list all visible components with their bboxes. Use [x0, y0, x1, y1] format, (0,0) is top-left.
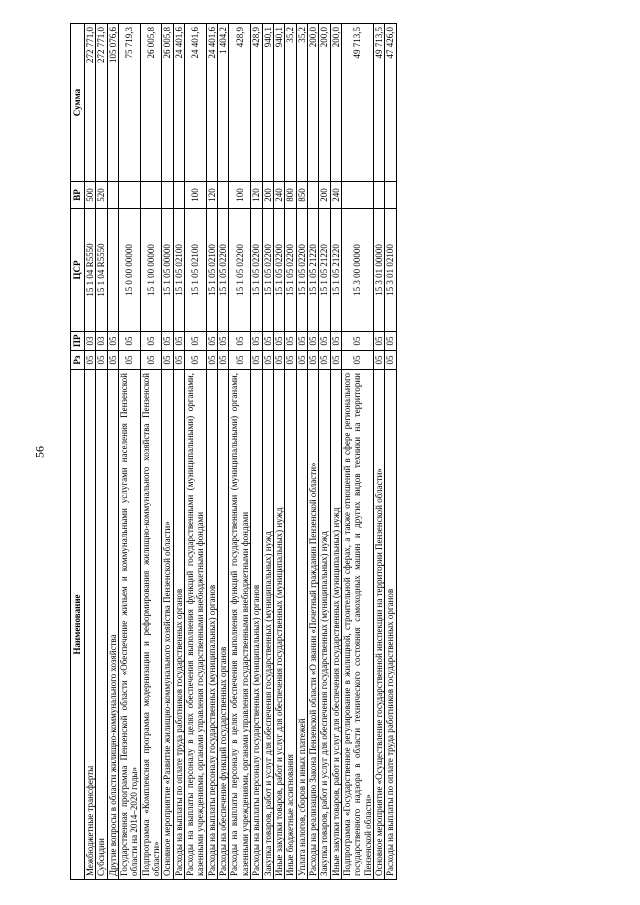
cell-vr — [173, 182, 184, 209]
cell-rz: 05 — [296, 351, 307, 370]
cell-vr: 100 — [229, 182, 251, 209]
cell-name: Субсидии — [96, 370, 107, 880]
cell-rz: 05 — [330, 351, 341, 370]
table-row — [185, 24, 207, 880]
table-row — [341, 24, 373, 880]
table-row — [373, 24, 384, 880]
table-row — [285, 24, 296, 880]
cell-name: Иные бюджетные ассигнования — [285, 370, 296, 880]
cell-csr: 15 1 05 02200 — [218, 209, 229, 332]
cell-vr — [341, 182, 373, 209]
cell-csr: 15 1 05 02200 — [251, 209, 262, 332]
table-row — [319, 24, 330, 880]
cell-sum: 75 719,3 — [119, 24, 141, 182]
cell-sum: 35,2 — [296, 24, 307, 182]
cell-sum: 26 005,8 — [140, 24, 162, 182]
cell-name: Государственная программа Пензенской области «Обеспечение жильем и коммунальными услугами населения Пензенской области на 2014–2020 годы» — [119, 370, 141, 880]
cell-csr: 15 1 05 21220 — [330, 209, 341, 332]
cell-name: Расходы на реализацию Закона Пензенской области «О звании «Почетный гражданин Пензенской области» — [307, 370, 318, 880]
cell-vr: 850 — [296, 182, 307, 209]
cell-name: Межбюджетные трансферты — [85, 370, 96, 880]
cell-pr: 05 — [262, 332, 273, 351]
cell-sum: 272 771,0 — [96, 24, 107, 182]
cell-pr: 05 — [285, 332, 296, 351]
table-body — [85, 24, 397, 880]
cell-pr: 05 — [307, 332, 318, 351]
cell-name: Иные закупки товаров, работ и услуг для обеспечения государственных (муниципальных) нужд — [273, 370, 284, 880]
table-row — [273, 24, 284, 880]
table-header-row — [71, 24, 85, 880]
table-row — [296, 24, 307, 880]
cell-name: Уплата налогов, сборов и иных платежей — [296, 370, 307, 880]
cell-name: Другие вопросы в области жилищно-коммунального хозяйства — [107, 370, 118, 880]
cell-csr: 15 1 05 02200 — [229, 209, 251, 332]
header-rz: Рз — [71, 351, 85, 370]
cell-pr: 05 — [273, 332, 284, 351]
cell-pr: 05 — [330, 332, 341, 351]
cell-name: Расходы на выплаты по оплате труда работников государственных органов — [173, 370, 184, 880]
cell-name: Подпрограмма «Государственное регулирование в жилищной, строительной сферах, а также отношений в сфере регионального государственного надзора в области технического состояния самоходных машин и других видов техники на территории Пензенской области» — [341, 370, 373, 880]
cell-pr: 05 — [218, 332, 229, 351]
cell-csr: 15 3 00 00000 — [341, 209, 373, 332]
table-row — [96, 24, 107, 880]
cell-vr: 240 — [273, 182, 284, 209]
cell-sum: 24 401,6 — [173, 24, 184, 182]
cell-pr: 05 — [319, 332, 330, 351]
cell-rz: 05 — [373, 351, 384, 370]
cell-sum: 49 713,5 — [373, 24, 384, 182]
cell-rz: 05 — [206, 351, 217, 370]
cell-sum: 272 771,0 — [85, 24, 96, 182]
cell-vr: 100 — [185, 182, 207, 209]
cell-vr: 800 — [285, 182, 296, 209]
cell-name: Основное мероприятие «Осуществление государственной инспекции на территории Пензенской области» — [373, 370, 384, 880]
cell-vr: 200 — [319, 182, 330, 209]
cell-csr — [107, 209, 118, 332]
cell-rz: 05 — [140, 351, 162, 370]
cell-csr: 15 1 05 02100 — [206, 209, 217, 332]
table-row — [229, 24, 251, 880]
cell-csr: 15 1 05 21220 — [307, 209, 318, 332]
table-row — [330, 24, 341, 880]
cell-csr: 15 0 00 00000 — [119, 209, 141, 332]
table-row — [107, 24, 118, 880]
cell-csr: 15 3 01 00000 — [373, 209, 384, 332]
cell-vr: 240 — [330, 182, 341, 209]
cell-vr: 500 — [85, 182, 96, 209]
cell-pr: 05 — [373, 332, 384, 351]
cell-sum: 428,9 — [251, 24, 262, 182]
cell-name: Закупка товаров, работ и услуг для обеспечения государственных (муниципальных) нужд — [319, 370, 330, 880]
cell-pr: 05 — [341, 332, 373, 351]
table-row — [119, 24, 141, 880]
cell-name: Подпрограмма «Комплексная программа модернизации и реформирования жилищно-коммунального хозяйства Пензенской области» — [140, 370, 162, 880]
table-row — [206, 24, 217, 880]
cell-csr: 15 1 05 02100 — [173, 209, 184, 332]
cell-vr: 120 — [206, 182, 217, 209]
cell-rz: 05 — [119, 351, 141, 370]
cell-vr — [307, 182, 318, 209]
cell-name: Расходы на выплаты по оплате труда работников государственных органов — [385, 370, 396, 880]
cell-vr: 120 — [251, 182, 262, 209]
cell-csr: 15 1 00 00000 — [140, 209, 162, 332]
cell-vr — [119, 182, 141, 209]
cell-sum: 200,0 — [319, 24, 330, 182]
cell-pr: 03 — [96, 332, 107, 351]
table-row — [218, 24, 229, 880]
cell-rz: 05 — [229, 351, 251, 370]
cell-rz: 05 — [385, 351, 396, 370]
cell-rz: 05 — [273, 351, 284, 370]
cell-name: Расходы на выплаты персоналу в целях обеспечения выполнения функций государственными (муниципальными) органами, казенными учреждениями, органами управления государственными внебюджетными фондами — [185, 370, 207, 880]
cell-rz: 05 — [173, 351, 184, 370]
header-sum: Сумма — [71, 24, 85, 182]
cell-rz: 05 — [218, 351, 229, 370]
cell-pr: 05 — [251, 332, 262, 351]
cell-vr — [107, 182, 118, 209]
cell-name: Расходы на выплаты персоналу государственных (муниципальных) органов — [251, 370, 262, 880]
cell-sum: 1 404,2 — [218, 24, 229, 182]
cell-sum: 200,0 — [330, 24, 341, 182]
cell-vr — [218, 182, 229, 209]
cell-pr: 05 — [296, 332, 307, 351]
cell-rz: 05 — [85, 351, 96, 370]
cell-sum: 940,1 — [262, 24, 273, 182]
cell-sum: 26 005,8 — [162, 24, 173, 182]
table-row — [162, 24, 173, 880]
cell-name: Расходы на выплаты персоналу в целях обеспечения выполнения функций государственными (муниципальными) органами, казенными учреждениями, органами управления государственными внебюджетными фондами — [229, 370, 251, 880]
cell-name: Основное мероприятие «Развитие жилищно-коммунального хозяйства Пензенской области» — [162, 370, 173, 880]
cell-vr — [162, 182, 173, 209]
cell-vr — [373, 182, 384, 209]
cell-vr — [140, 182, 162, 209]
header-pr: ПР — [71, 332, 85, 351]
cell-csr: 15 1 05 00000 — [162, 209, 173, 332]
cell-pr: 05 — [206, 332, 217, 351]
cell-rz: 05 — [307, 351, 318, 370]
cell-pr: 05 — [173, 332, 184, 351]
cell-vr: 520 — [96, 182, 107, 209]
cell-pr: 05 — [229, 332, 251, 351]
cell-rz: 05 — [162, 351, 173, 370]
cell-rz: 05 — [319, 351, 330, 370]
cell-rz: 05 — [285, 351, 296, 370]
cell-sum: 47 426,0 — [385, 24, 396, 182]
cell-rz: 05 — [107, 351, 118, 370]
cell-name: Расходы на обеспечение функций государственных органов — [218, 370, 229, 880]
cell-pr: 05 — [119, 332, 141, 351]
cell-pr: 05 — [140, 332, 162, 351]
cell-sum: 49 713,5 — [341, 24, 373, 182]
cell-rz: 05 — [262, 351, 273, 370]
cell-vr — [385, 182, 396, 209]
cell-csr: 15 3 01 02100 — [385, 209, 396, 332]
cell-pr: 03 — [85, 332, 96, 351]
cell-sum: 35,2 — [285, 24, 296, 182]
cell-csr: 15 1 05 02200 — [262, 209, 273, 332]
cell-pr: 05 — [385, 332, 396, 351]
cell-csr: 15 1 04 R5550 — [96, 209, 107, 332]
cell-pr: 05 — [185, 332, 207, 351]
cell-sum: 24 401,6 — [185, 24, 207, 182]
table-row — [307, 24, 318, 880]
header-csr: ЦСР — [71, 209, 85, 332]
page-number: 56 — [32, 446, 47, 458]
header-vr: ВР — [71, 182, 85, 209]
cell-csr: 15 1 05 02200 — [285, 209, 296, 332]
cell-csr: 15 1 05 21220 — [319, 209, 330, 332]
cell-pr: 05 — [162, 332, 173, 351]
table-row — [85, 24, 96, 880]
cell-sum: 105 076,6 — [107, 24, 118, 182]
cell-sum: 200,0 — [307, 24, 318, 182]
table-row — [140, 24, 162, 880]
cell-csr: 15 1 05 02200 — [296, 209, 307, 332]
cell-rz: 05 — [341, 351, 373, 370]
budget-table — [70, 23, 397, 880]
cell-name: Закупка товаров, работ и услуг для обеспечения государственных (муниципальных) нужд — [262, 370, 273, 880]
cell-sum: 24 401,6 — [206, 24, 217, 182]
table-row — [385, 24, 396, 880]
table-row — [262, 24, 273, 880]
cell-rz: 05 — [185, 351, 207, 370]
header-name: Наименование — [71, 370, 85, 880]
rotated-table-container — [70, 24, 570, 880]
table-row — [173, 24, 184, 880]
cell-sum: 428,9 — [229, 24, 251, 182]
cell-pr: 05 — [107, 332, 118, 351]
cell-vr: 200 — [262, 182, 273, 209]
cell-name: Расходы на выплаты персоналу государственных (муниципальных) органов — [206, 370, 217, 880]
cell-name: Иные закупки товаров, работ и услуг для обеспечения государственных (муниципальных) нужд — [330, 370, 341, 880]
cell-csr: 15 1 05 02100 — [185, 209, 207, 332]
cell-rz: 05 — [96, 351, 107, 370]
table-row — [251, 24, 262, 880]
cell-sum: 940,1 — [273, 24, 284, 182]
cell-csr: 15 1 05 02200 — [273, 209, 284, 332]
cell-csr: 15 1 04 R5550 — [85, 209, 96, 332]
cell-rz: 05 — [251, 351, 262, 370]
